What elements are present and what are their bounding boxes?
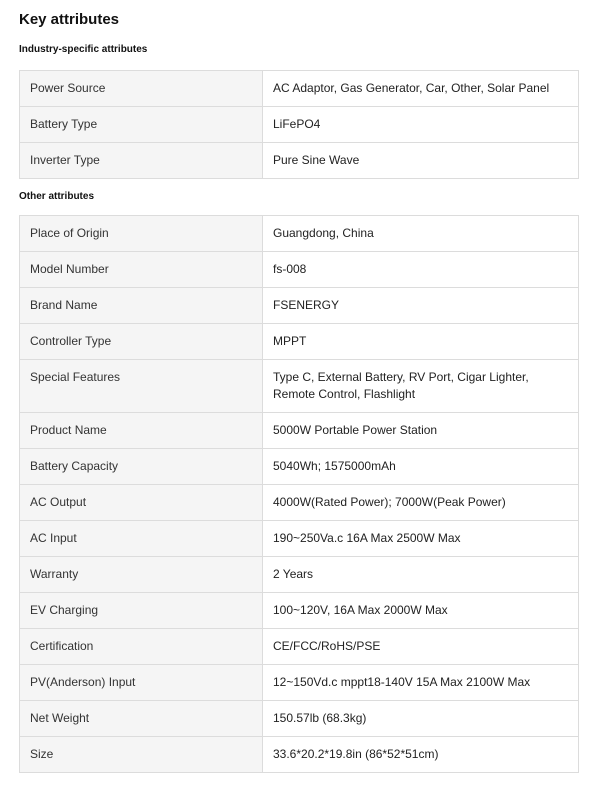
attribute-key: Power Source [20, 71, 263, 107]
attribute-key: Special Features [20, 360, 263, 413]
attribute-value: CE/FCC/RoHS/PSE [263, 629, 579, 665]
table-row [20, 449, 579, 485]
attribute-value: 33.6*20.2*19.8in (86*52*51cm) [263, 737, 579, 773]
attribute-value: LiFePO4 [263, 107, 579, 143]
table-row [20, 413, 579, 449]
table-row [20, 252, 579, 288]
attribute-value: 190~250Va.c 16A Max 2500W Max [263, 521, 579, 557]
attribute-value: 12~150Vd.c mppt18-140V 15A Max 2100W Max [263, 665, 579, 701]
attribute-value: 150.57lb (68.3kg) [263, 701, 579, 737]
attribute-key: Inverter Type [20, 143, 263, 179]
attribute-key: Size [20, 737, 263, 773]
attribute-value: Pure Sine Wave [263, 143, 579, 179]
table-row [20, 629, 579, 665]
table-row [20, 107, 579, 143]
attribute-key: Battery Capacity [20, 449, 263, 485]
table-row [20, 521, 579, 557]
table-row [20, 288, 579, 324]
attribute-key: Certification [20, 629, 263, 665]
attribute-key: Controller Type [20, 324, 263, 360]
attribute-value: fs-008 [263, 252, 579, 288]
page-title: Key attributes [19, 11, 120, 28]
attribute-key: Net Weight [20, 701, 263, 737]
table-row [20, 701, 579, 737]
attribute-value: MPPT [263, 324, 579, 360]
table-row [20, 557, 579, 593]
attribute-key: Model Number [20, 252, 263, 288]
table-row [20, 216, 579, 252]
other-attributes-heading: Other attributes [19, 191, 95, 202]
attribute-value: 5000W Portable Power Station [263, 413, 579, 449]
table-row [20, 485, 579, 521]
attribute-value: Guangdong, China [263, 216, 579, 252]
industry-attributes-table [19, 70, 579, 179]
attribute-key: AC Input [20, 521, 263, 557]
table-row [20, 593, 579, 629]
industry-attributes-heading: Industry-specific attributes [19, 44, 148, 55]
table-row [20, 143, 579, 179]
attribute-value: 2 Years [263, 557, 579, 593]
attribute-value: 4000W(Rated Power); 7000W(Peak Power) [263, 485, 579, 521]
attribute-key: Battery Type [20, 107, 263, 143]
attribute-key: Product Name [20, 413, 263, 449]
attribute-value: AC Adaptor, Gas Generator, Car, Other, Solar Panel [263, 71, 579, 107]
attribute-value: FSENERGY [263, 288, 579, 324]
attribute-value: Type C, External Battery, RV Port, Cigar Lighter, Remote Control, Flashlight [263, 360, 579, 413]
attribute-key: Brand Name [20, 288, 263, 324]
attribute-value: 5040Wh; 1575000mAh [263, 449, 579, 485]
attribute-value: 100~120V, 16A Max 2000W Max [263, 593, 579, 629]
table-row [20, 71, 579, 107]
table-row [20, 360, 579, 413]
attribute-key: EV Charging [20, 593, 263, 629]
attribute-key: AC Output [20, 485, 263, 521]
attribute-key: PV(Anderson) Input [20, 665, 263, 701]
other-attributes-table [19, 215, 579, 773]
table-row [20, 737, 579, 773]
table-row [20, 665, 579, 701]
table-row [20, 324, 579, 360]
attribute-key: Place of Origin [20, 216, 263, 252]
attribute-key: Warranty [20, 557, 263, 593]
